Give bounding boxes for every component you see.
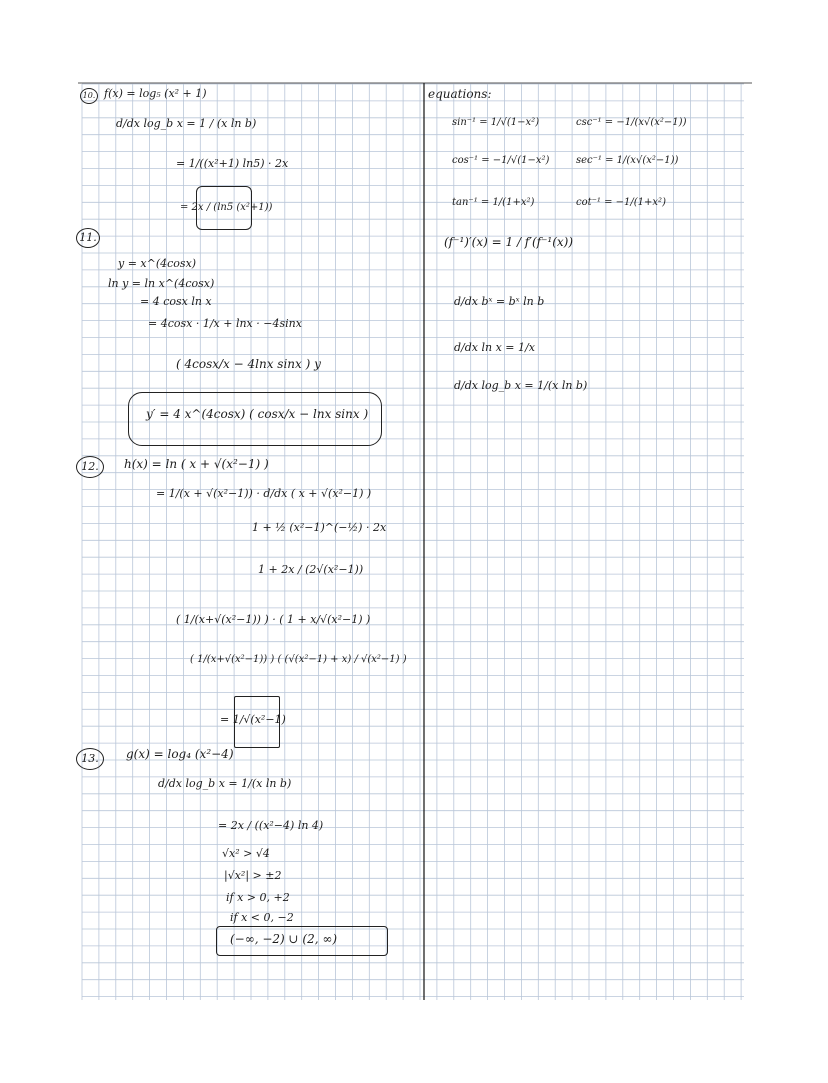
problem-13-line-6: if x > 0, +2 (226, 891, 290, 904)
equation-arctan: tan⁻¹ = 1/(1+x²) (452, 197, 535, 208)
problem-11-line-2: ln y = ln x^(4cosx) (108, 277, 215, 290)
problem-11-line-3: = 4 cosx ln x (140, 295, 212, 308)
problem-11-line-6: y′ = 4 x^(4cosx) ( cosx/x − lnx sinx ) (146, 407, 369, 421)
equation-arccsc: csc⁻¹ = −1/(x√(x²−1)) (576, 117, 687, 128)
equation-arccot: cot⁻¹ = −1/(1+x²) (576, 197, 666, 208)
problem-12-line-2: = 1/(x + √(x²−1)) · d/dx ( x + √(x²−1) ) (156, 487, 372, 500)
problem-10-line-4: = 2x / (ln5 (x²+1)) (180, 202, 273, 213)
problem-13-line-1: g(x) = log₄ (x²−4) (126, 747, 234, 761)
problem-13-line-7: if x < 0, −2 (230, 911, 294, 924)
problem-10-line-2: d/dx log_b x = 1 / (x ln b) (116, 117, 257, 130)
problem-10-number: 10. (80, 88, 98, 104)
problem-12-line-7: = 1/√(x²−1) (220, 713, 286, 726)
equation-arcsec: sec⁻¹ = 1/(x√(x²−1)) (576, 155, 679, 166)
problem-10-line-3: = 1/((x²+1) ln5) · 2x (176, 157, 289, 170)
problem-12-line-5: ( 1/(x+√(x²−1)) ) · ( 1 + x/√(x²−1) ) (176, 613, 371, 626)
problem-13-line-5: |√x²| > ±2 (224, 869, 282, 882)
equation-arcsin: sin⁻¹ = 1/√(1−x²) (452, 117, 540, 128)
problem-11-number: 11. (76, 228, 100, 248)
problem-13-number: 13. (76, 748, 104, 770)
problem-12-line-6: ( 1/(x+√(x²−1)) ) ( (√(x²−1) + x) / √(x²−1) ) (190, 654, 407, 665)
problem-10-line-1: f(x) = log₅ (x² + 1) (104, 87, 207, 100)
equation-ln-derivative: d/dx ln x = 1/x (454, 341, 535, 354)
problem-12-line-3: 1 + ½ (x²−1)^(−½) · 2x (252, 521, 387, 534)
problem-11-line-1: y = x^(4cosx) (118, 257, 197, 270)
problem-12-line-4: 1 + 2x / (2√(x²−1)) (258, 563, 364, 576)
problem-11-line-4: = 4cosx · 1/x + lnx · −4sinx (148, 317, 302, 330)
equation-arccos: cos⁻¹ = −1/√(1−x²) (452, 155, 550, 166)
problem-13-line-8: (−∞, −2) ∪ (2, ∞) (230, 932, 338, 946)
problem-12-number: 12. (76, 456, 104, 478)
problem-13-line-4: √x² > √4 (222, 847, 270, 860)
equations-title: equations: (428, 87, 492, 101)
problem-12-line-1: h(x) = ln ( x + √(x²−1) ) (124, 457, 269, 471)
problem-13-line-3: = 2x / ((x²−4) ln 4) (218, 819, 324, 832)
problem-13-line-2: d/dx log_b x = 1/(x ln b) (158, 777, 292, 790)
grid-lines (82, 84, 744, 1000)
equation-exponential-derivative: d/dx bˣ = bˣ ln b (454, 295, 545, 308)
equation-inverse-derivative: (f⁻¹)′(x) = 1 / f′(f⁻¹(x)) (444, 235, 574, 249)
equation-log-derivative: d/dx log_b x = 1/(x ln b) (454, 379, 588, 392)
problem-11-line-5: ( 4cosx/x − 4lnx sinx ) y (176, 357, 321, 371)
